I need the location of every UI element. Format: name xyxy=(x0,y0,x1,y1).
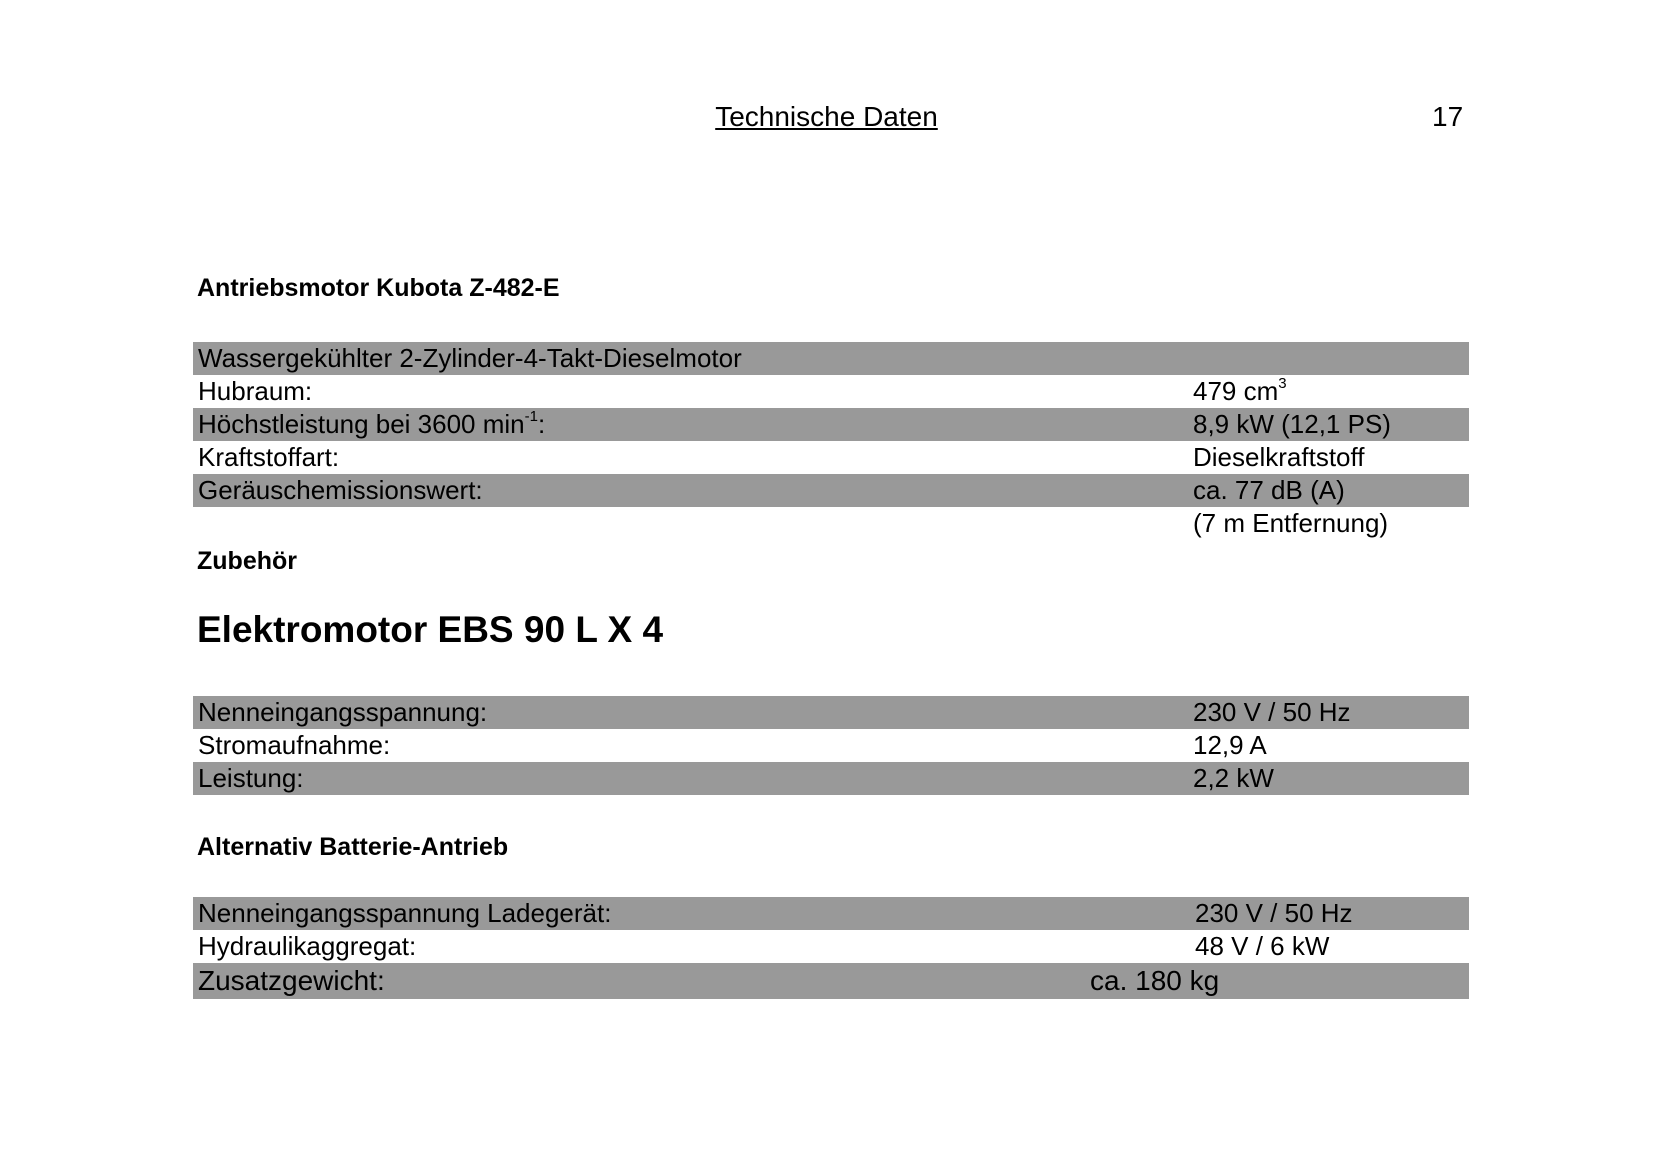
engine-spec-table xyxy=(193,342,1469,540)
spec-label: Zusatzgewicht: xyxy=(198,965,385,996)
section-heading-accessory: Zubehör xyxy=(197,547,297,575)
spec-label: Hubraum: xyxy=(198,376,313,406)
spec-row-noise-emission xyxy=(193,474,1469,507)
section-heading-battery: Alternativ Batterie-Antrieb xyxy=(197,833,509,861)
spec-row-additional-weight xyxy=(193,963,1469,999)
spec-label: Wassergekühlter 2-Zylinder-4-Takt-Dieselmotor xyxy=(198,343,742,373)
spec-row-rated-voltage xyxy=(193,696,1469,729)
spec-value: 8,9 kW (12,1 PS) xyxy=(1193,409,1391,439)
page-title: Technische Daten xyxy=(715,101,938,132)
spec-row-charger-voltage xyxy=(193,897,1469,930)
accessory-title: Elektromotor EBS 90 L X 4 xyxy=(197,609,664,650)
superscript: 3 xyxy=(1278,375,1287,393)
spec-row-hydraulic-unit xyxy=(193,930,1469,963)
spec-value: 479 $cm^3$ xyxy=(1193,375,1287,406)
spec-label: Kraftstoffart: xyxy=(198,442,340,472)
spec-value: 230 V / 50 Hz xyxy=(1195,898,1353,928)
spec-row-current-draw xyxy=(193,729,1469,762)
spec-label: Hydraulikaggregat: xyxy=(198,931,417,961)
superscript: -1 xyxy=(524,408,538,426)
spec-row-engine-type xyxy=(193,342,1469,375)
spec-row-fuel-type xyxy=(193,441,1469,474)
spec-label: Stromaufnahme: xyxy=(198,730,391,760)
spec-label: Leistung: xyxy=(198,763,304,793)
electric-motor-spec-table xyxy=(193,696,1469,795)
spec-value: 12,9 A xyxy=(1193,730,1267,760)
spec-row-max-power xyxy=(193,408,1469,441)
page-number: 17 xyxy=(1432,101,1464,132)
spec-row-displacement xyxy=(193,375,1469,408)
spec-value: ca. 180 kg xyxy=(1090,965,1220,996)
spec-label: Nenneingangsspannung: xyxy=(198,697,488,727)
spec-label: Höchstleistung bei 3600 $\min^{-1}$: xyxy=(198,408,546,439)
spec-row-noise-distance xyxy=(193,507,1469,540)
spec-value: 230 V / 50 Hz xyxy=(1193,697,1351,727)
spec-value: 48 V / 6 kW xyxy=(1195,931,1330,961)
spec-value: 2,2 kW xyxy=(1193,763,1274,793)
spec-value: (7 m Entfernung) xyxy=(1193,508,1389,538)
spec-value: ca. 77 dB (A) xyxy=(1193,475,1345,505)
spec-value: Dieselkraftstoff xyxy=(1193,442,1365,472)
battery-spec-table xyxy=(193,897,1469,999)
spec-row-power xyxy=(193,762,1469,795)
spec-label: Geräuschemissionswert: xyxy=(198,475,483,505)
spec-label: Nenneingangsspannung Ladegerät: xyxy=(198,898,612,928)
section-heading-engine: Antriebsmotor Kubota Z-482-E xyxy=(197,274,560,302)
